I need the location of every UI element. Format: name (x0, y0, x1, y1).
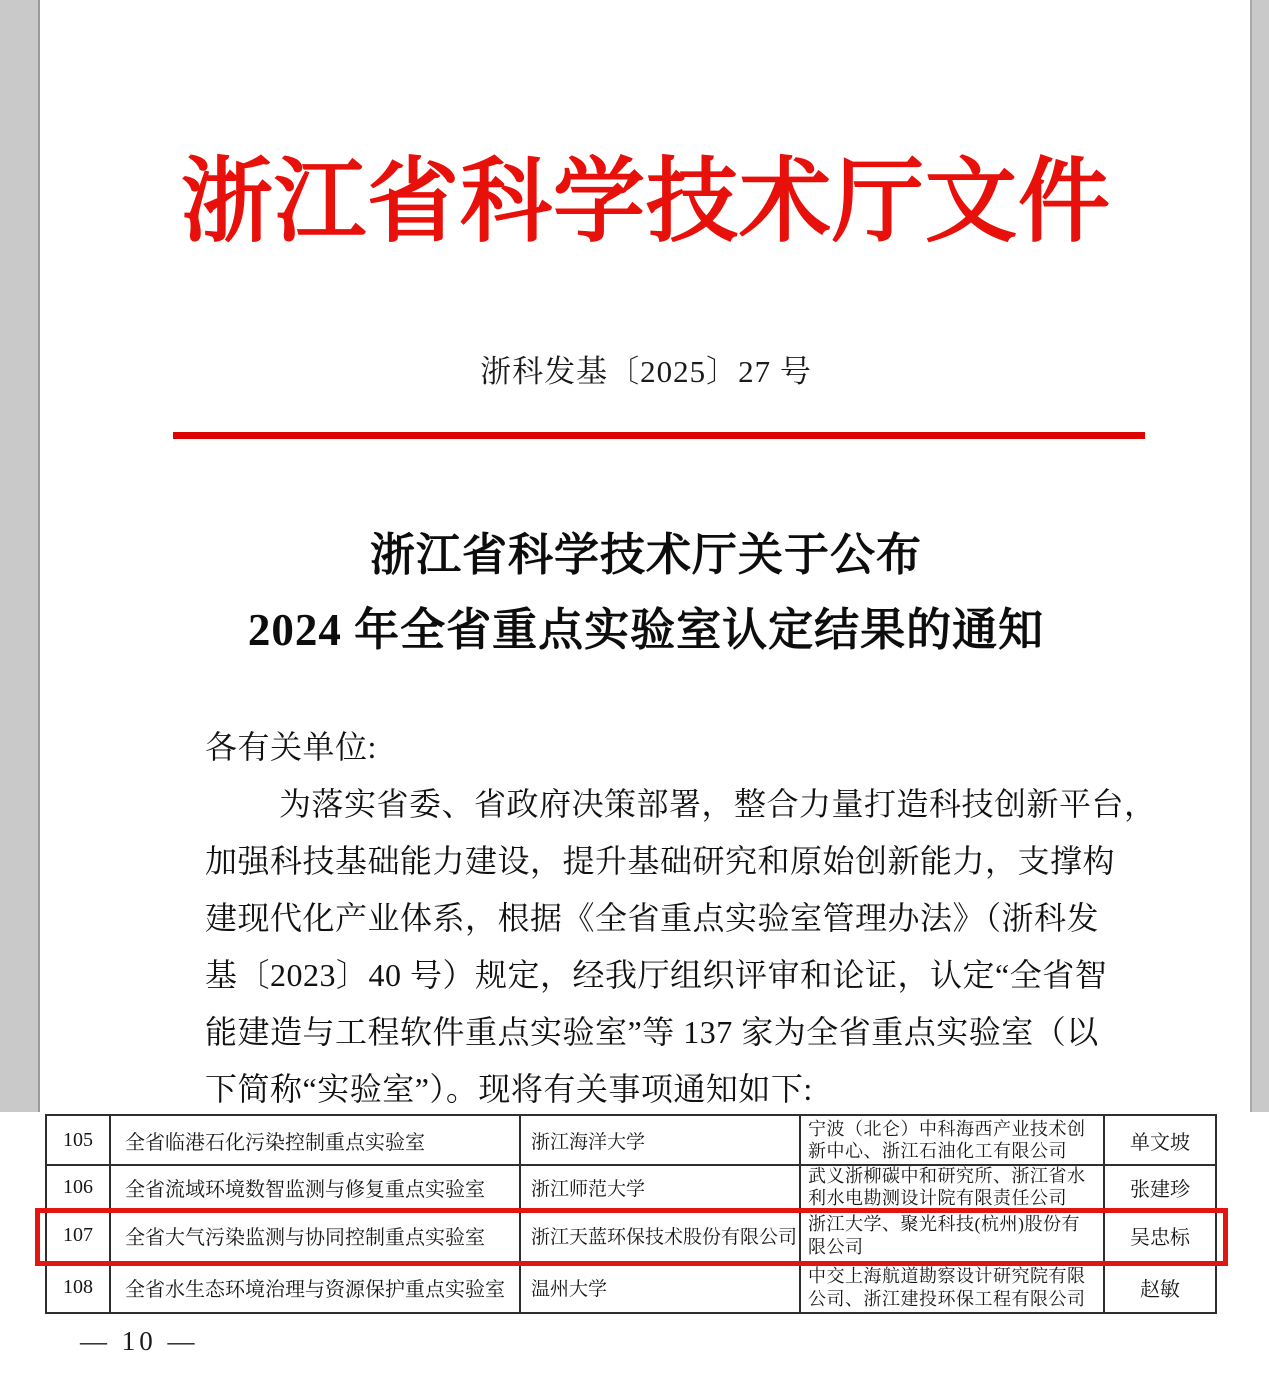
document-number: 浙科发基〔2025〕27 号 (480, 354, 812, 389)
cell-row-number: 107 (47, 1210, 111, 1261)
table-row (47, 1166, 1215, 1210)
cell-lab-name: 全省流域环境数智监测与修复重点实验室 (111, 1166, 521, 1208)
cell-host-org: 温州大学 (521, 1263, 801, 1312)
cell-leader-name: 吴忠标 (1130, 1227, 1190, 1249)
page-margin-left (0, 0, 40, 1112)
table-row (47, 1116, 1215, 1166)
page-margin-right (1250, 0, 1269, 1112)
cell-host-org: 浙江海洋大学 (521, 1116, 801, 1164)
cell-host-org: 浙江师范大学 (521, 1166, 801, 1208)
cell-partner-orgs: 中交上海航道勘察设计研究院有限公司、浙江建投环保工程有限公司 (801, 1263, 1105, 1312)
cell-partner-orgs: 浙江大学、聚光科技(杭州)股份有限公司 (801, 1210, 1105, 1261)
cell-lab-name: 全省大气污染监测与协同控制重点实验室 (111, 1210, 521, 1261)
cell-lab-name: 全省临港石化污染控制重点实验室 (111, 1116, 521, 1164)
notice-title-line2: 2024 年全省重点实验室认定结果的通知 (247, 605, 1045, 655)
header-divider-line (173, 432, 1145, 439)
body-line: 基〔2023〕40 号）规定，经我厅组织评审和论证，认定“全省智 (205, 957, 1108, 993)
page-number: — 10 — (80, 1326, 199, 1356)
cell-partner-orgs: 武义浙柳碳中和研究所、浙江省水利水电勘测设计院有限责任公司 (801, 1166, 1105, 1208)
cell-leader-name: 赵敏 (1140, 1279, 1180, 1301)
body-line: 为落实省委、省政府决策部署，整合力量打造科技创新平台， (279, 786, 1157, 822)
cell-row-number: 106 (47, 1166, 111, 1208)
body-line: 加强科技基础能力建设，提升基础研究和原始创新能力，支撑构 (205, 843, 1116, 879)
cell-leader-name: 张建珍 (1130, 1178, 1190, 1201)
salutation: 各有关单位: (205, 729, 377, 765)
document-header-title: 浙江省科学技术厅文件 (180, 151, 1111, 253)
cell-leader-name: 单文坡 (1130, 1131, 1190, 1154)
notice-title (42, 518, 1250, 668)
cell-row-number: 108 (47, 1263, 111, 1312)
notice-body (205, 722, 1157, 1121)
cell-partner-orgs: 宁波（北仑）中科海西产业技术创新中心、浙江石油化工有限公司 (801, 1116, 1105, 1164)
body-line: 能建造与工程软件重点实验室”等 137 家为全省重点实验室（以 (205, 1014, 1099, 1050)
table-row (47, 1263, 1215, 1312)
row-107-highlight-annotation (35, 1208, 1228, 1266)
cell-lab-name: 全省水生态环境治理与资源保护重点实验室 (111, 1263, 521, 1312)
body-line: 建现代化产业体系，根据《全省重点实验室管理办法》（浙科发 (205, 900, 1100, 936)
notice-title-line1: 浙江省科学技术厅关于公布 (369, 530, 922, 580)
body-line: 下简称“实验室”）。现将有关事项通知如下: (205, 1071, 813, 1107)
cell-row-number: 105 (47, 1116, 111, 1164)
cell-host-org: 浙江天蓝环保技术股份有限公司 (521, 1210, 801, 1261)
